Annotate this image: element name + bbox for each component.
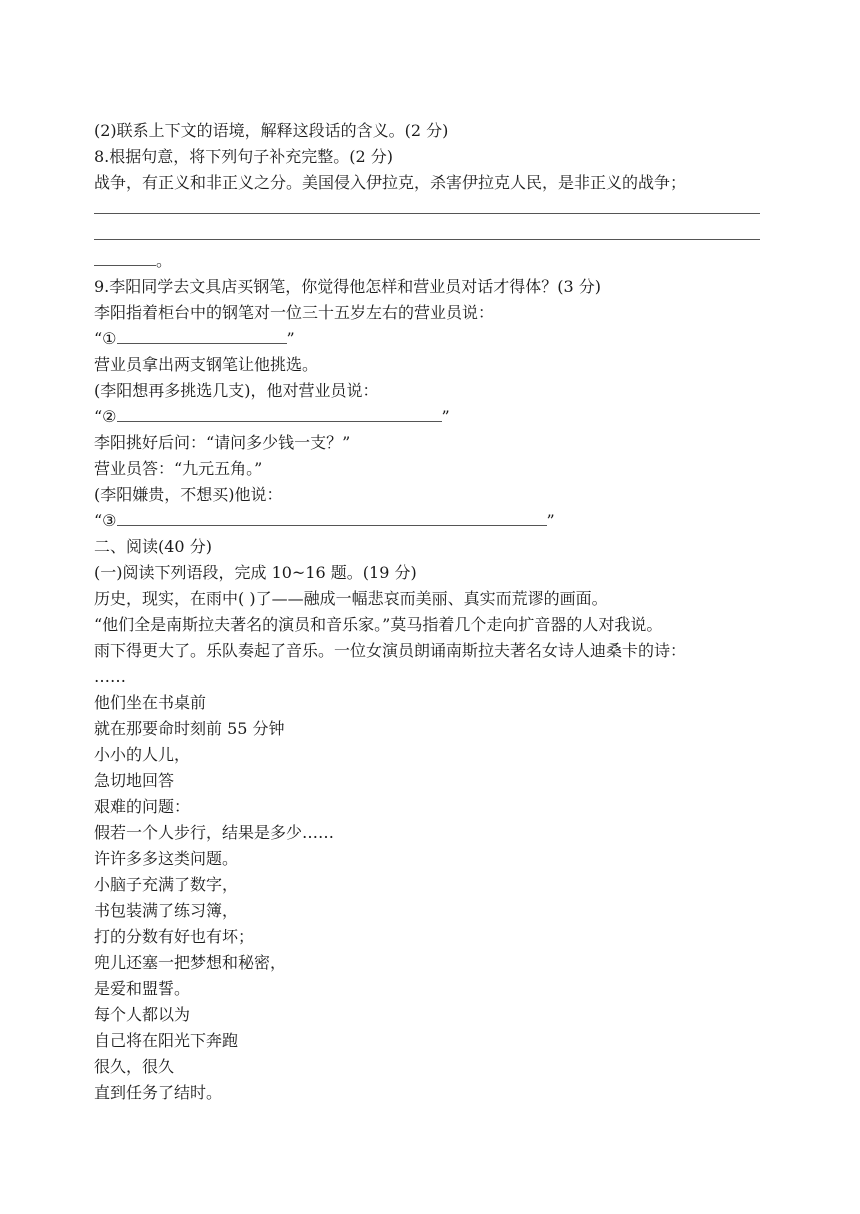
passage-ellipsis: …… xyxy=(94,667,126,686)
poem-line: 打的分数有好也有坏； xyxy=(94,927,255,946)
document-page xyxy=(94,118,762,1106)
answer-line-2[interactable] xyxy=(94,222,762,248)
section2-title: 二、阅读(40 分) xyxy=(94,537,212,556)
poem-line: 很久，很久 xyxy=(94,1057,175,1076)
passage-paragraph-2: “他们全是南斯拉夫著名的演员和音乐家。”莫马指着几个走向扩音器的人对我说。 xyxy=(94,615,663,634)
poem-line: 小脑子充满了数字， xyxy=(94,875,239,894)
q9-line4: 李阳挑好后问：“请问多少钱一支？” xyxy=(94,433,351,452)
blank1-close: ” xyxy=(286,329,295,348)
passage-paragraph-1: 历史，现实，在雨中( )了——融成一幅悲哀而美丽、真实而荒谬的画面。 xyxy=(94,589,608,608)
q9-title: 9.李阳同学去文具店买钢笔，你觉得他怎样和营业员对话才得体？(3 分) xyxy=(94,277,602,296)
q9-intro: 李阳指着柜台中的钢笔对一位三十五岁左右的营业员说： xyxy=(94,303,495,322)
q7-part2: (2)联系上下文的语境，解释这段话的含义。(2 分) xyxy=(94,121,449,140)
blank3-close: ” xyxy=(546,511,555,530)
poem-line: 自己将在阳光下奔跑 xyxy=(94,1031,239,1050)
q9-line6: (李阳嫌贵，不想买)他说： xyxy=(94,485,283,504)
answer-blank-2[interactable] xyxy=(117,404,442,422)
answer-line-1[interactable] xyxy=(94,196,762,222)
q9-blank1-row xyxy=(94,326,762,352)
poem-line: 他们坐在书桌前 xyxy=(94,693,207,712)
q9-line5: 营业员答：“九元五角。” xyxy=(94,459,263,478)
answer-blank-1[interactable] xyxy=(117,326,287,344)
section2-subtitle: (一)阅读下列语段，完成 10~16 题。(19 分) xyxy=(94,563,417,582)
poem-line: 许许多多这类问题。 xyxy=(94,849,239,868)
period-mark: 。 xyxy=(156,251,173,270)
passage-paragraph-3: 雨下得更大了。乐队奏起了音乐。一位女演员朗诵南斯拉夫著名女诗人迪桑卡的诗： xyxy=(94,641,687,660)
q9-line3: (李阳想再多挑选几支)，他对营业员说： xyxy=(94,381,379,400)
q9-blank3-row xyxy=(94,508,762,534)
poem-line: 是爱和盟誓。 xyxy=(94,979,191,998)
poem-line: 就在那要命时刻前 55 分钟 xyxy=(94,719,285,738)
poem-line: 书包装满了练习簿， xyxy=(94,901,239,920)
blank3-open: “③ xyxy=(94,511,117,530)
q8-answer-tail xyxy=(94,248,762,274)
poem-line: 兜儿还塞一把梦想和秘密， xyxy=(94,953,287,972)
poem-line: 直到任务了结时。 xyxy=(94,1083,223,1102)
blank2-close: ” xyxy=(441,407,450,426)
poem-line: 小小的人儿， xyxy=(94,745,191,764)
answer-blank-short[interactable] xyxy=(94,248,156,266)
poem-line: 每个人都以为 xyxy=(94,1005,191,1024)
poem-line: 艰难的问题： xyxy=(94,797,191,816)
poem-line: 急切地回答 xyxy=(94,771,175,790)
q9-line2: 营业员拿出两支钢笔让他挑选。 xyxy=(94,355,319,374)
poem-line: 假若一个人步行，结果是多少…… xyxy=(94,823,335,842)
blank2-open: “② xyxy=(94,407,117,426)
q8-sentence: 战争，有正义和非正义之分。美国侵入伊拉克，杀害伊拉克人民，是非正义的战争； xyxy=(94,173,687,192)
blank1-open: “① xyxy=(94,329,117,348)
q8-title: 8.根据句意，将下列句子补充完整。(2 分) xyxy=(94,147,394,166)
q9-blank2-row xyxy=(94,404,762,430)
answer-blank-3[interactable] xyxy=(117,508,547,526)
